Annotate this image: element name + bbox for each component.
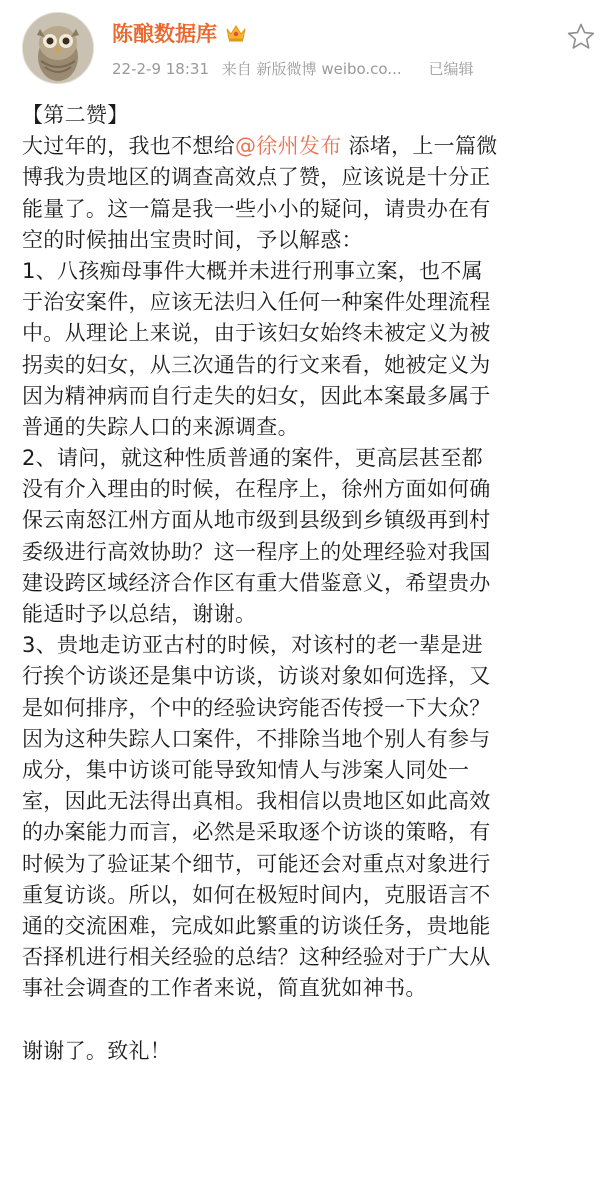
- post-line: 事社会调查的工作者来说，简直犹如神书。: [22, 976, 427, 1001]
- mention-link[interactable]: @徐州发布: [235, 134, 342, 159]
- post-line: 谢谢了。致礼！: [22, 1038, 172, 1063]
- post-header: [0, 0, 616, 92]
- username[interactable]: [112, 18, 247, 48]
- crown-icon: [225, 23, 247, 43]
- post-text: 大过年的，我也不想给: [22, 134, 235, 159]
- post-line: 拐卖的妇女，从三次通告的行文来看，她被定义为: [22, 352, 491, 377]
- post-line: 能适时予以总结，谢谢。: [22, 602, 257, 626]
- post-line: 委级进行高效协助？这一程序上的处理经验对我国: [22, 539, 491, 564]
- username-text[interactable]: 陈酿数据库: [112, 22, 217, 46]
- post-line: 没有介入理由的时候，在程序上，徐州方面如何确: [22, 477, 491, 502]
- post-line: 重复访谈。所以，如何在极短时间内，克服语言不: [22, 882, 491, 907]
- post-line: 于治安案件，应该无法归入任何一种案件处理流程: [22, 290, 491, 315]
- post-line: 是如何排序，个中的经验诀窍能否传授一下大众？: [22, 695, 491, 720]
- post-line: 空的时候抽出宝贵时间，予以解惑：: [22, 227, 363, 252]
- star-icon[interactable]: [566, 22, 596, 52]
- post-line: 【第二赞】: [22, 103, 129, 127]
- post-line: 因为精神病而自行走失的妇女，因此本案最多属于: [22, 383, 491, 408]
- post-line: 时候为了验证某个细节，可能还会对重点对象进行: [22, 851, 491, 876]
- post-line: 中。从理论上来说，由于该妇女始终未被定义为被: [22, 321, 491, 346]
- post-line: 普通的失踪人口的来源调查。: [22, 414, 299, 439]
- post-time: 22-2-9 18:31: [112, 60, 209, 78]
- post-line: 1、八孩痴母事件大概并未进行刑事立案，也不属: [22, 258, 483, 283]
- post-line: 2、请问，就这种性质普通的案件，更高层甚至都: [22, 446, 483, 471]
- post-line: 通的交流困难，完成如此繁重的访谈任务，贵地能: [22, 913, 491, 938]
- edited-label[interactable]: 已编辑: [428, 60, 474, 78]
- post-line: 因为这种失踪人口案件，不排除当地个别人有参与: [22, 726, 491, 751]
- blank-line: [22, 1004, 606, 1035]
- post-line: 能量了。这一篇是我一些小小的疑问，请贵办在有: [22, 196, 491, 221]
- post-meta: [112, 58, 481, 79]
- post-line: 室，因此无法得出真相。我相信以贵地区如此高效: [22, 789, 491, 814]
- post-line: 成分，集中访谈可能导致知情人与涉案人同处一: [22, 757, 470, 782]
- post-line: 博我为贵地区的调查高效点了赞，应该说是十分正: [22, 165, 491, 190]
- post-text: 添堵，上一篇微: [341, 134, 498, 159]
- post-body: [22, 100, 606, 1067]
- post-line: 保云南怒江州方面从地市级到县级到乡镇级再到村: [22, 508, 491, 533]
- post-line: 行挨个访谈还是集中访谈，访谈对象如何选择，又: [22, 664, 491, 689]
- post-line: 3、贵地走访亚古村的时候，对该村的老一辈是进: [22, 633, 483, 658]
- owl-avatar[interactable]: [22, 12, 94, 84]
- post-line: [22, 131, 606, 162]
- post-line: 否择机进行相关经验的总结？这种经验对于广大从: [22, 945, 491, 970]
- post-line: 建设跨区域经济合作区有重大借鉴意义，希望贵办: [22, 570, 491, 595]
- post-line: 的办案能力而言，必然是采取逐个访谈的策略，有: [22, 820, 491, 845]
- post-source[interactable]: 来自 新版微博 weibo.co...: [221, 60, 402, 78]
